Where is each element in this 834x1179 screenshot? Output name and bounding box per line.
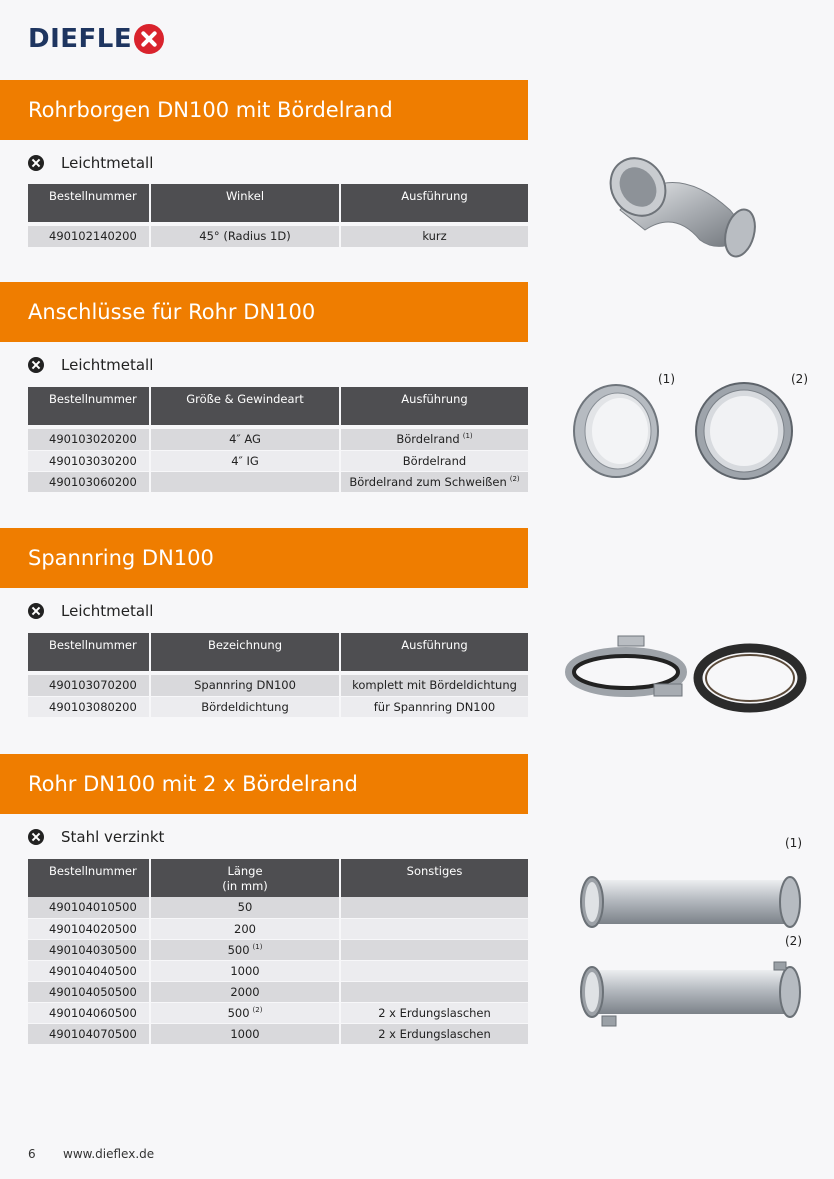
image-label: (1) (658, 372, 675, 386)
cell (150, 471, 340, 492)
close-circle-icon (28, 603, 44, 619)
product-table (28, 387, 528, 493)
order-number: 490103020200 (28, 429, 150, 450)
table-row (28, 226, 528, 247)
cell: Spannring DN100 (150, 675, 340, 696)
close-circle-icon (28, 155, 44, 171)
cell: 50 (150, 897, 340, 918)
cell: 45° (Radius 1D) (150, 226, 340, 247)
pipe-images (578, 866, 808, 1036)
table-header: Länge (in mm) (150, 859, 340, 897)
order-number: 490104060500 (28, 1002, 150, 1023)
table-row (28, 1023, 528, 1044)
section-title: Rohrborgen DN100 mit Bördelrand (0, 80, 528, 140)
table-header: Winkel (150, 184, 340, 222)
cell (340, 960, 528, 981)
pipe-elbow-image (600, 155, 770, 265)
cell: Bördelrand zum Schweißen $^{(2)}$ (340, 471, 528, 492)
table-row (28, 1002, 528, 1023)
order-number: 490104050500 (28, 981, 150, 1002)
product-table (28, 633, 528, 718)
connector-rings-image (568, 383, 818, 483)
order-number: 490103070200 (28, 675, 150, 696)
table-row (28, 960, 528, 981)
close-circle-icon (28, 829, 44, 845)
cell: Bördelrand $^{(1)}$ (340, 429, 528, 450)
image-label: (2) (785, 934, 802, 948)
section-title: Rohr DN100 mit 2 x Bördelrand (0, 754, 528, 814)
product-table (28, 184, 528, 248)
table-header: Ausführung (340, 387, 528, 425)
material-label: Stahl verzinkt (61, 828, 165, 846)
cell: 200 (150, 918, 340, 939)
table-row (28, 918, 528, 939)
material-label: Leichtmetall (61, 602, 154, 620)
table-header: Größe & Gewindeart (150, 387, 340, 425)
order-number: 490103080200 (28, 696, 150, 717)
cell: 500 $^{(1)}$ (150, 939, 340, 960)
order-number: 490104040500 (28, 960, 150, 981)
cell: Bördeldichtung (150, 696, 340, 717)
order-number: 490104020500 (28, 918, 150, 939)
material-label: Leichtmetall (61, 154, 154, 172)
order-number: 490104070500 (28, 1023, 150, 1044)
cell: 1000 (150, 960, 340, 981)
table-header: Ausführung (340, 184, 528, 222)
logo (28, 24, 164, 54)
cell: für Spannring DN100 (340, 696, 528, 717)
table-header: Bestellnummer (28, 859, 150, 897)
image-label: (2) (791, 372, 808, 386)
order-number: 490102140200 (28, 226, 150, 247)
close-circle-icon (28, 357, 44, 373)
table-row (28, 897, 528, 918)
cell: komplett mit Bördeldichtung (340, 675, 528, 696)
section-title: Spannring DN100 (0, 528, 528, 588)
table-row (28, 450, 528, 471)
product-table (28, 859, 528, 1045)
cell (340, 939, 528, 960)
table-header: Bestellnummer (28, 184, 150, 222)
cell: 4″ AG (150, 429, 340, 450)
website-link[interactable]: www.dieflex.de (63, 1147, 155, 1161)
material-line (28, 601, 153, 621)
cell: 2000 (150, 981, 340, 1002)
cell (340, 981, 528, 1002)
table-row (28, 675, 528, 696)
cell: Bördelrand (340, 450, 528, 471)
cell (340, 918, 528, 939)
cell: 2 x Erdungslaschen (340, 1002, 528, 1023)
order-number: 490104030500 (28, 939, 150, 960)
table-header: Sonstiges (340, 859, 528, 897)
section-title: Anschlüsse für Rohr DN100 (0, 282, 528, 342)
image-label: (1) (785, 836, 802, 850)
order-number: 490103060200 (28, 471, 150, 492)
material-line (28, 153, 153, 173)
cell: 2 x Erdungslaschen (340, 1023, 528, 1044)
table-header: Bestellnummer (28, 387, 150, 425)
material-line (28, 355, 153, 375)
cell: 500 $^{(2)}$ (150, 1002, 340, 1023)
logo-text: DIEFLE (28, 24, 133, 54)
order-number: 490104010500 (28, 897, 150, 918)
table-row (28, 429, 528, 450)
table-row (28, 471, 528, 492)
clamp-ring-image (566, 632, 816, 722)
page-number: 6 (28, 1147, 36, 1161)
cell: 1000 (150, 1023, 340, 1044)
cell (340, 897, 528, 918)
table-header: Ausführung (340, 633, 528, 671)
table-row (28, 939, 528, 960)
table-header: Bestellnummer (28, 633, 150, 671)
logo-x-icon (134, 24, 164, 54)
table-row (28, 696, 528, 717)
table-row (28, 981, 528, 1002)
cell: kurz (340, 226, 528, 247)
order-number: 490103030200 (28, 450, 150, 471)
material-label: Leichtmetall (61, 356, 154, 374)
cell: 4″ IG (150, 450, 340, 471)
material-line (28, 827, 164, 847)
table-header: Bezeichnung (150, 633, 340, 671)
